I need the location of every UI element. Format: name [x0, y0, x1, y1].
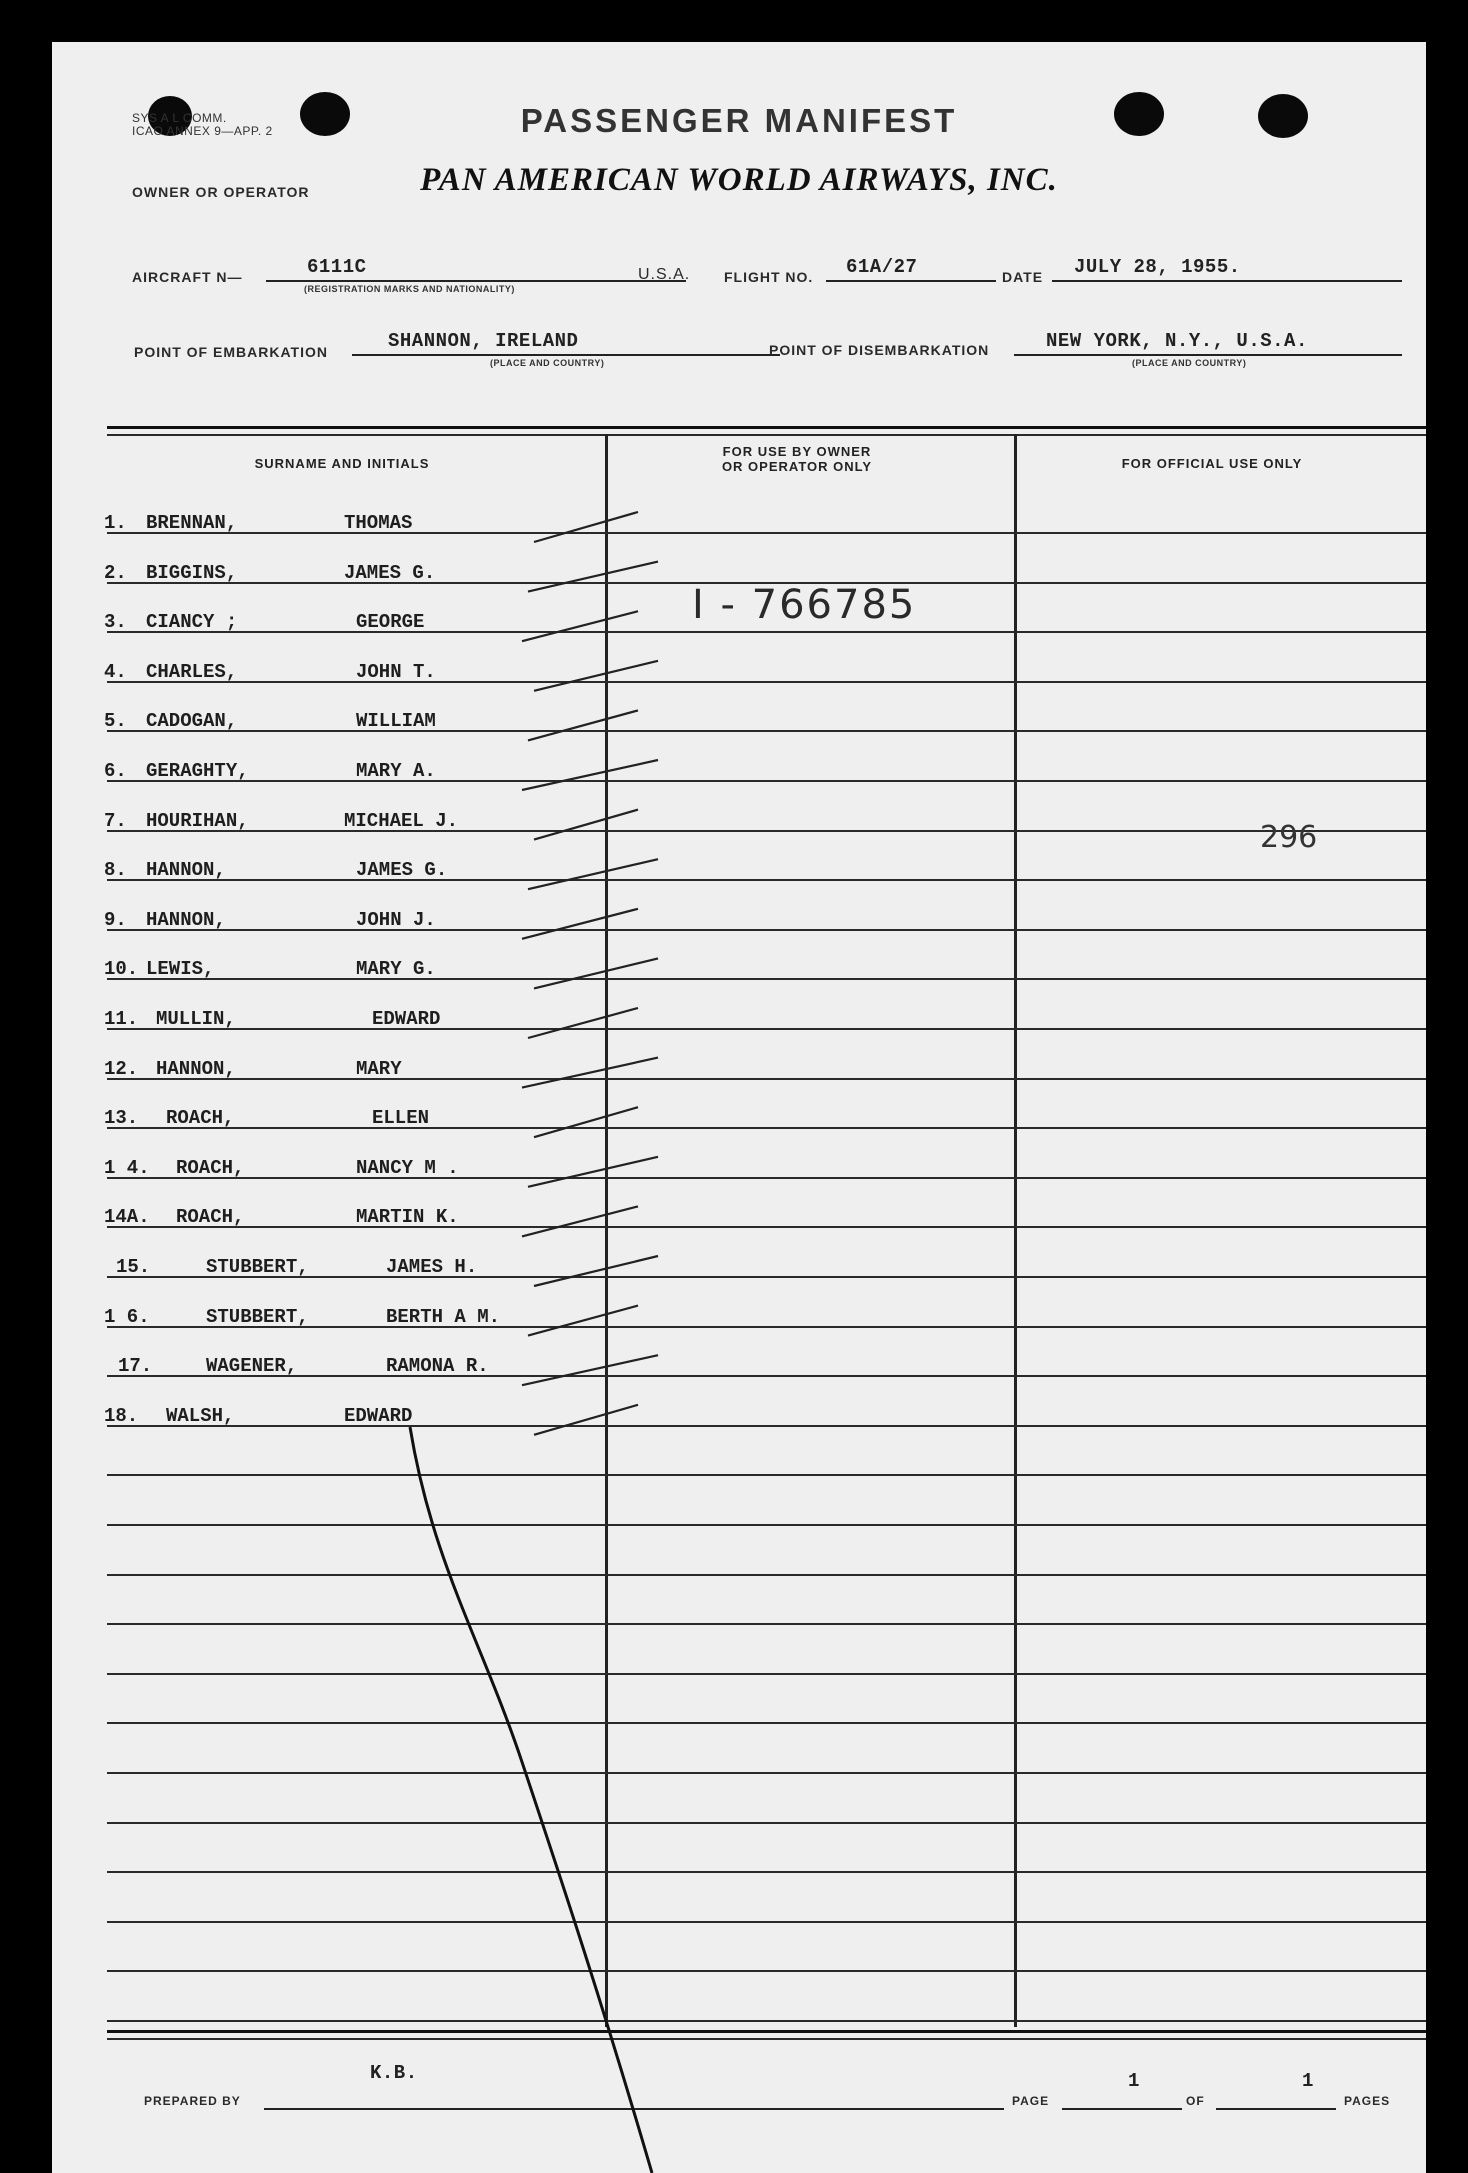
official-number: 296 — [1260, 820, 1318, 855]
passenger-number: 3. — [104, 611, 127, 633]
passenger-given-names: ELLEN — [372, 1107, 430, 1129]
embark-sub: (PLACE AND COUNTRY) — [490, 358, 605, 368]
passenger-number: 8. — [104, 859, 127, 881]
passenger-number: 14A. — [104, 1206, 150, 1228]
passenger-number: 1 6. — [104, 1306, 150, 1328]
passenger-surname: ROACH, — [166, 1107, 235, 1129]
disembark-sub: (PLACE AND COUNTRY) — [1132, 358, 1247, 368]
passenger-surname: HANNON, — [146, 859, 226, 881]
flight-value: 61A/27 — [846, 256, 918, 278]
aircraft-label: AIRCRAFT N— — [132, 269, 243, 285]
manifest-page — [52, 42, 1426, 2173]
page-title: PASSENGER MANIFEST — [520, 102, 958, 139]
passenger-given-names: WILLIAM — [356, 710, 436, 732]
passenger-number: 7. — [104, 810, 127, 832]
passenger-surname: HANNON, — [146, 909, 226, 931]
passenger-surname: CIANCY ; — [146, 611, 238, 633]
check-mark — [528, 562, 658, 592]
pen-stroke — [410, 1427, 652, 2173]
aircraft-sub: (REGISTRATION MARKS AND NATIONALITY) — [304, 284, 515, 294]
passenger-given-names: MARTIN K. — [356, 1206, 459, 1228]
usa-label: U.S.A. — [638, 266, 691, 283]
passenger-number: 13. — [104, 1107, 139, 1129]
passenger-given-names: JAMES H. — [386, 1256, 478, 1278]
check-mark — [534, 1256, 658, 1286]
passenger-surname: STUBBERT, — [206, 1306, 309, 1328]
passenger-number: 9. — [104, 909, 127, 931]
passenger-surname: WALSH, — [166, 1405, 235, 1427]
check-mark — [534, 1107, 638, 1137]
embark-label: POINT OF EMBARKATION — [134, 344, 328, 360]
col-header-owner-line1: FOR USE BY OWNER — [722, 444, 872, 459]
passenger-given-names: JOHN J. — [356, 909, 436, 931]
passenger-number: 15. — [116, 1256, 151, 1278]
handwritten-number: I - 766785 — [692, 582, 917, 628]
passenger-number: 2. — [104, 562, 127, 584]
passenger-number: 12. — [104, 1058, 139, 1080]
form-note-line1: SYS A L COMM. — [132, 111, 227, 125]
passenger-surname: BIGGINS, — [146, 562, 238, 584]
passenger-surname: HANNON, — [156, 1058, 236, 1080]
passenger-number: 1 4. — [104, 1157, 150, 1179]
passenger-given-names: GEORGE — [356, 611, 425, 633]
passenger-number: 5. — [104, 710, 127, 732]
airline-name: PAN AMERICAN WORLD AIRWAYS, INC. — [420, 162, 1058, 198]
passenger-given-names: MARY — [356, 1058, 402, 1080]
passenger-given-names: EDWARD — [344, 1405, 413, 1427]
passenger-given-names: EDWARD — [372, 1008, 441, 1030]
flight-label: FLIGHT NO. — [724, 269, 814, 285]
check-mark — [522, 611, 638, 641]
passenger-surname: HOURIHAN, — [146, 810, 249, 832]
check-mark — [522, 909, 638, 939]
passenger-number: 6. — [104, 760, 127, 782]
check-mark — [522, 1206, 638, 1236]
check-mark — [534, 810, 638, 840]
check-mark — [534, 958, 658, 988]
passenger-given-names: RAMONA R. — [386, 1355, 489, 1377]
passenger-surname: STUBBERT, — [206, 1256, 309, 1278]
check-mark — [522, 1058, 658, 1088]
check-mark — [534, 512, 638, 542]
form-note-line2: ICAO ANNEX 9—APP. 2 — [132, 124, 273, 138]
embark-value: SHANNON, IRELAND — [388, 330, 579, 352]
pen-marks — [52, 42, 1426, 2173]
check-mark — [534, 661, 658, 691]
passenger-given-names: JOHN T. — [356, 661, 436, 683]
passenger-given-names: MARY G. — [356, 958, 436, 980]
check-mark — [528, 859, 658, 889]
of-value: 1 — [1302, 2070, 1314, 2092]
passenger-number: 10. — [104, 958, 139, 980]
of-label: OF — [1186, 2094, 1205, 2108]
col-header-surname: SURNAME AND INITIALS — [254, 456, 430, 471]
check-mark — [528, 1306, 638, 1336]
passenger-surname: CHARLES, — [146, 661, 238, 683]
prepared-value: K.B. — [370, 2062, 418, 2084]
passenger-given-names: JAMES G. — [356, 859, 448, 881]
passenger-surname: BRENNAN, — [146, 512, 238, 534]
passenger-given-names: MICHAEL J. — [344, 810, 459, 832]
page-value: 1 — [1128, 2070, 1140, 2092]
check-mark — [522, 1355, 658, 1385]
passenger-surname: MULLIN, — [156, 1008, 236, 1030]
check-mark — [522, 760, 658, 790]
passenger-given-names: THOMAS — [344, 512, 413, 534]
disembark-value: NEW YORK, N.Y., U.S.A. — [1046, 330, 1308, 352]
passenger-given-names: JAMES G. — [344, 562, 436, 584]
passenger-number: 18. — [104, 1405, 139, 1427]
date-label: DATE — [1002, 269, 1044, 285]
prepared-label: PREPARED BY — [144, 2094, 241, 2108]
passenger-surname: WAGENER, — [206, 1355, 298, 1377]
check-mark — [528, 1157, 658, 1187]
passenger-number: 1. — [104, 512, 127, 534]
passenger-given-names: NANCY M . — [356, 1157, 459, 1179]
passenger-number: 17. — [118, 1355, 153, 1377]
aircraft-value: 6111C — [307, 256, 367, 278]
col-header-official: FOR OFFICIAL USE ONLY — [1121, 456, 1303, 471]
passenger-surname: ROACH, — [176, 1157, 245, 1179]
passenger-surname: CADOGAN, — [146, 710, 238, 732]
check-mark — [528, 1008, 638, 1038]
date-value: JULY 28, 1955. — [1074, 256, 1241, 278]
disembark-label: POINT OF DISEMBARKATION — [769, 342, 990, 358]
owner-label: OWNER OR OPERATOR — [132, 184, 310, 200]
col-header-owner-line2: OR OPERATOR ONLY — [721, 459, 873, 474]
passenger-surname: LEWIS, — [146, 958, 215, 980]
page-label: PAGE — [1012, 2094, 1050, 2108]
passenger-number: 11. — [104, 1008, 139, 1030]
pages-label: PAGES — [1344, 2094, 1391, 2108]
passenger-surname: ROACH, — [176, 1206, 245, 1228]
passenger-surname: GERAGHTY, — [146, 760, 249, 782]
check-mark — [528, 710, 638, 740]
check-mark — [534, 1405, 638, 1435]
passenger-given-names: BERTH A M. — [386, 1306, 501, 1328]
passenger-number: 4. — [104, 661, 127, 683]
passenger-given-names: MARY A. — [356, 760, 436, 782]
